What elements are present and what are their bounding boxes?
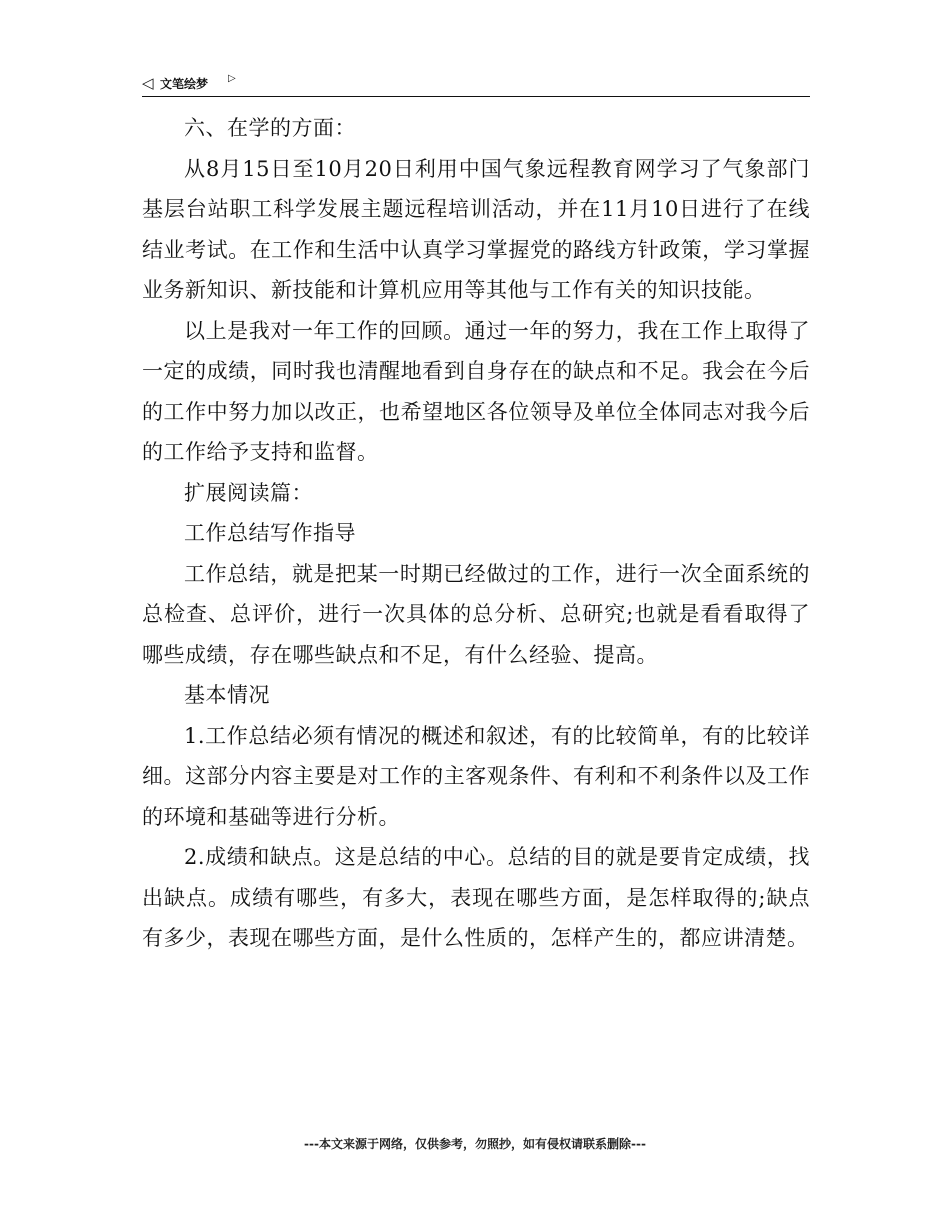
paragraph: 从8月15日至10月20日利用中国气象远程教育网学习了气象部门基层台站职工科学发展主题远程培训活动，并在11月10日进行了在线结业考试。在工作和生活中认真学习掌握党的路线方针政策，学习掌握业务新知识、新技能和计算机应用等其他与工作有关的知识技能。 (142, 156, 810, 302)
section-heading: 工作总结写作指导 (184, 521, 356, 545)
section-heading: 基本情况 (184, 683, 270, 707)
paragraph: 2.成绩和缺点。这是总结的中心。总结的目的就是要肯定成绩，找出缺点。成绩有哪些，有多大，表现在哪些方面，是怎样取得的;缺点有多少，表现在哪些方面，是什么性质的，怎样产生的，都应讲清楚。 (142, 845, 810, 950)
left-arrow-icon: ◁ (142, 74, 154, 92)
document-body (142, 108, 810, 959)
page-header (142, 72, 810, 97)
section-heading: 扩展阅读篇： (184, 480, 313, 505)
paragraph: 以上是我对一年工作的回顾。通过一年的努力，我在工作上取得了一定的成绩，同时我也清醒地看到自身存在的缺点和不足。我会在今后的工作中努力加以改正，也希望地区各位领导及单位全体同志对我今后的工作给予支持和监督。 (142, 318, 810, 464)
paragraph: 工作总结，就是把某一时期已经做过的工作，进行一次全面系统的总检查、总评价，进行一次具体的总分析、总研究;也就是看看取得了哪些成绩，存在哪些缺点和不足，有什么经验、提高。 (142, 561, 810, 667)
header-title: 文笔绘梦 (160, 77, 209, 91)
right-arrow-icon: ▷ (228, 73, 236, 84)
section-heading: 六、在学的方面： (184, 116, 356, 140)
page-footer: ---本文来源于网络，仅供参考，勿照抄，如有侵权请联系删除--- (304, 1137, 646, 1151)
paragraph: 1.工作总结必须有情况的概述和叙述，有的比较简单，有的比较详细。这部分内容主要是对工作的主客观条件、有利和不利条件以及工作的环境和基础等进行分析。 (142, 723, 810, 829)
